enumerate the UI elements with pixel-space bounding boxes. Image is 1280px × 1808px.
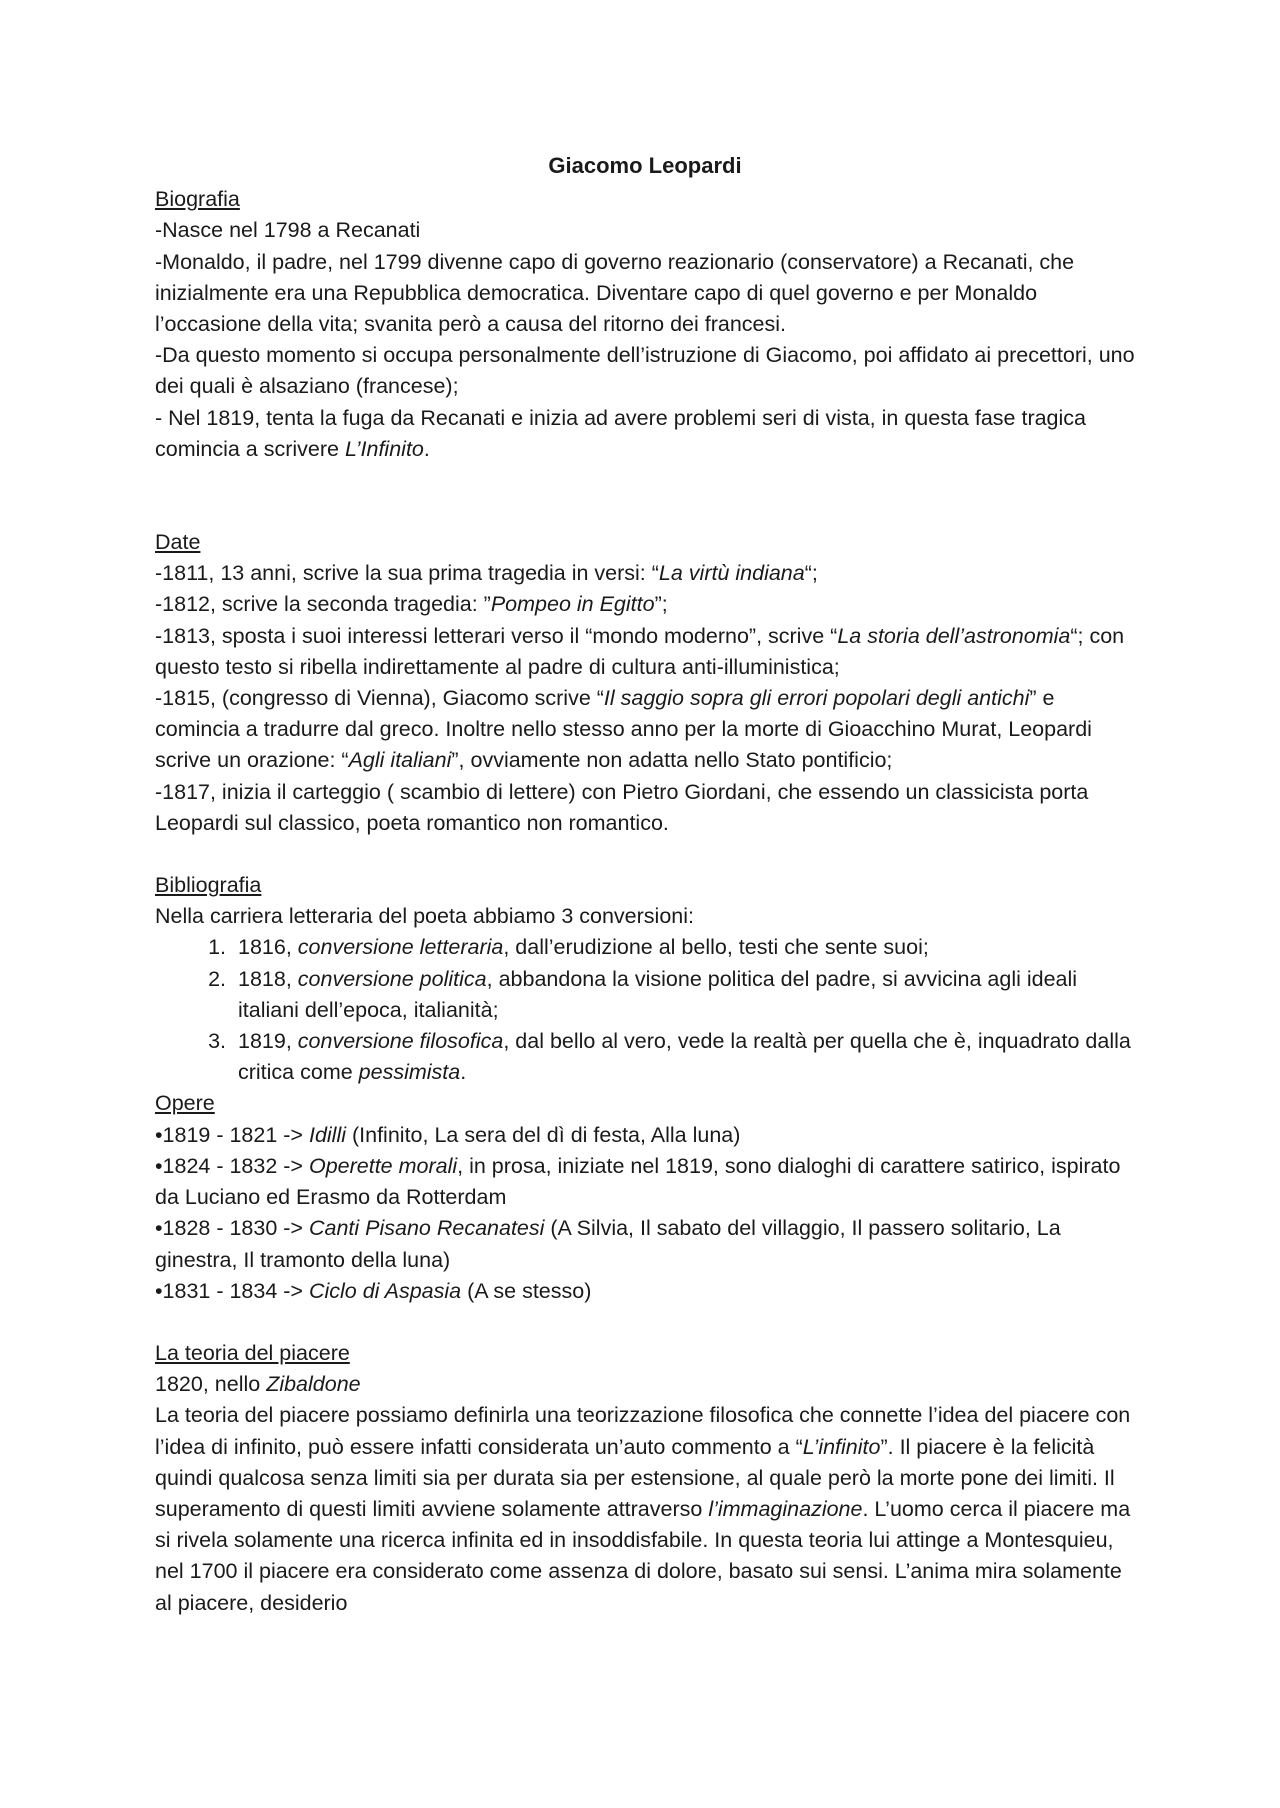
conversions-list (155, 932, 1135, 1088)
biografia-paragraph: -Da questo momento si occupa personalmente dell’istruzione di Giacomo, poi affidato ai precettori, uno dei quali è alsaziano (francese); (155, 343, 1135, 399)
section-heading-teoria-piacere: La teoria del piacere (155, 1340, 350, 1365)
text-run: 1818, (238, 966, 298, 991)
text-run: ”, ovviamente non adatta nello Stato pontificio; (451, 748, 893, 773)
bibliografia-intro: Nella carriera letteraria del poeta abbiamo 3 conversioni: (155, 904, 694, 929)
text-run: , abbandona la visione politica del padre, si avvicina agli ideali italiani dell’epoca, italianità; (238, 966, 1078, 1022)
text-run: “; (804, 561, 818, 586)
text-run: •1831 - 1834 -> (155, 1278, 309, 1303)
text-run: -1812, scrive la seconda tragedia: ” (155, 592, 491, 617)
italic-title: Agli italiani (348, 748, 452, 773)
text-run: 1816, (238, 935, 298, 960)
italic-title: L’infinito (802, 1434, 881, 1459)
italic-term: conversione filosofica (297, 1029, 504, 1054)
text-run: (A se stesso) (461, 1278, 592, 1303)
spacer (155, 465, 1135, 527)
document-page (155, 150, 1135, 1619)
biografia-paragraph (155, 403, 1135, 465)
section-heading-bibliografia: Bibliografia (155, 873, 262, 898)
piacere-subtitle (155, 1369, 1135, 1400)
text-run: •1828 - 1830 -> (155, 1216, 309, 1241)
italic-title: Il saggio sopra gli errori popolari degli antichi (603, 686, 1030, 711)
section-heading-biografia: Biografia (155, 187, 240, 212)
italic-title: Operette morali (308, 1153, 458, 1178)
text-run: , in prosa, iniziate nel 1819, sono dialoghi di carattere satirico, ispirato da Luciano ed Erasmo da Rotterdam (155, 1153, 1121, 1210)
italic-title: Pompeo in Egitto (490, 592, 655, 617)
italic-title: L’Infinito (344, 436, 424, 461)
text-run: . (423, 436, 430, 461)
opere-item (155, 1213, 1135, 1275)
italic-title: La virtù indiana (658, 561, 805, 586)
date-entry: -1817, inizia il carteggio ( scambio di lettere) con Pietro Giordani, che essendo un classicista porta Leopardi sul classico, poeta romantico non romantico. (155, 779, 1089, 835)
text-run: •1824 - 1832 -> (155, 1153, 309, 1178)
opere-item (155, 1120, 1135, 1151)
spacer (155, 1307, 1135, 1338)
list-item (232, 932, 1135, 963)
text-run: ”. Il piacere è la felicità quindi qualcosa senza limiti sia per durata sia per estensione, al quale però la morte pone dei limiti. Il superamento di questi limiti avviene solamente attraverso (155, 1434, 1115, 1521)
text-run: (Infinito, La sera del dì di festa, Alla luna) (346, 1122, 741, 1147)
piacere-paragraph (155, 1400, 1135, 1618)
date-entry (155, 589, 1135, 620)
italic-term: l’immaginazione (708, 1496, 863, 1521)
list-item (232, 964, 1135, 1026)
text-run: -1815, (congresso di Vienna), Giacomo scrive “ (155, 686, 604, 711)
italic-term: conversione politica (297, 966, 487, 991)
text-run: . (460, 1060, 467, 1085)
text-run: ”; (654, 592, 668, 617)
text-run: 1820, nello (155, 1372, 267, 1397)
italic-title: Ciclo di Aspasia (308, 1278, 462, 1303)
italic-term: conversione letteraria (297, 935, 504, 960)
text-run: . L’uomo cerca il piacere ma si rivela solamente una ricerca infinita ed in insoddisfabile. In questa teoria lui attinge a Montesquieu, nel 1700 il piacere era considerato come assenza di dolore, basato sui sensi. L’anima mira solamente al piacere, desiderio (155, 1496, 1131, 1615)
italic-title: Canti Pisano Recanatesi (308, 1216, 545, 1241)
text-run: La teoria del piacere possiamo definirla una teorizzazione filosofica che connette l’idea del piacere con l’idea di infinito, può essere infatti considerata un’auto commento a “ (155, 1403, 1131, 1459)
section-heading-date: Date (155, 530, 201, 555)
spacer (155, 839, 1135, 870)
section-heading-opere: Opere (155, 1091, 215, 1116)
date-entry (155, 558, 1135, 589)
text-run: (A Silvia, Il sabato del villaggio, Il passero solitario, La ginestra, Il tramonto della luna) (155, 1216, 1061, 1272)
text-run: - Nel 1819, tenta la fuga da Recanati e inizia ad avere problemi seri di vista, in questa fase tragica comincia a scrivere (155, 405, 1086, 461)
opere-item (155, 1276, 1135, 1307)
text-run: •1819 - 1821 -> (155, 1122, 309, 1147)
text-run: , dall’erudizione al bello, testi che sente suoi; (503, 935, 929, 960)
opere-item (155, 1151, 1135, 1213)
text-run: -1811, 13 anni, scrive la sua prima tragedia in versi: “ (155, 561, 659, 586)
italic-term: pessimista (358, 1060, 461, 1085)
date-entry (155, 683, 1135, 777)
text-run: “; con questo testo si ribella indirettamente al padre di cultura anti-illuministica; (155, 623, 1125, 679)
date-entry (155, 621, 1135, 683)
text-run: ” e comincia a tradurre dal greco. Inoltre nello stesso anno per la morte di Gioacchino Murat, Leopardi scrive un orazione: “ (155, 686, 1092, 773)
biografia-paragraph: -Nasce nel 1798 a Recanati (155, 218, 421, 243)
text-run: , dal bello al vero, vede la realtà per quella che è, inquadrato dalla critica come (238, 1029, 1131, 1085)
text-run: 1819, (238, 1029, 298, 1054)
italic-title: Zibaldone (266, 1372, 361, 1397)
biografia-paragraph: -Monaldo, il padre, nel 1799 divenne capo di governo reazionario (conservatore) a Recanati, che inizialmente era una Repubblica democratica. Diventare capo di quel governo e per Monaldo l’occasione della vita; svanita però a causa del ritorno dei francesi. (155, 249, 1075, 337)
italic-title: La storia dell’astronomia (837, 623, 1071, 648)
document-title: Giacomo Leopardi (548, 153, 742, 178)
italic-title: Idilli (308, 1122, 347, 1147)
list-item (232, 1026, 1135, 1088)
text-run: -1813, sposta i suoi interessi letterari verso il “mondo moderno”, scrive “ (155, 623, 838, 648)
